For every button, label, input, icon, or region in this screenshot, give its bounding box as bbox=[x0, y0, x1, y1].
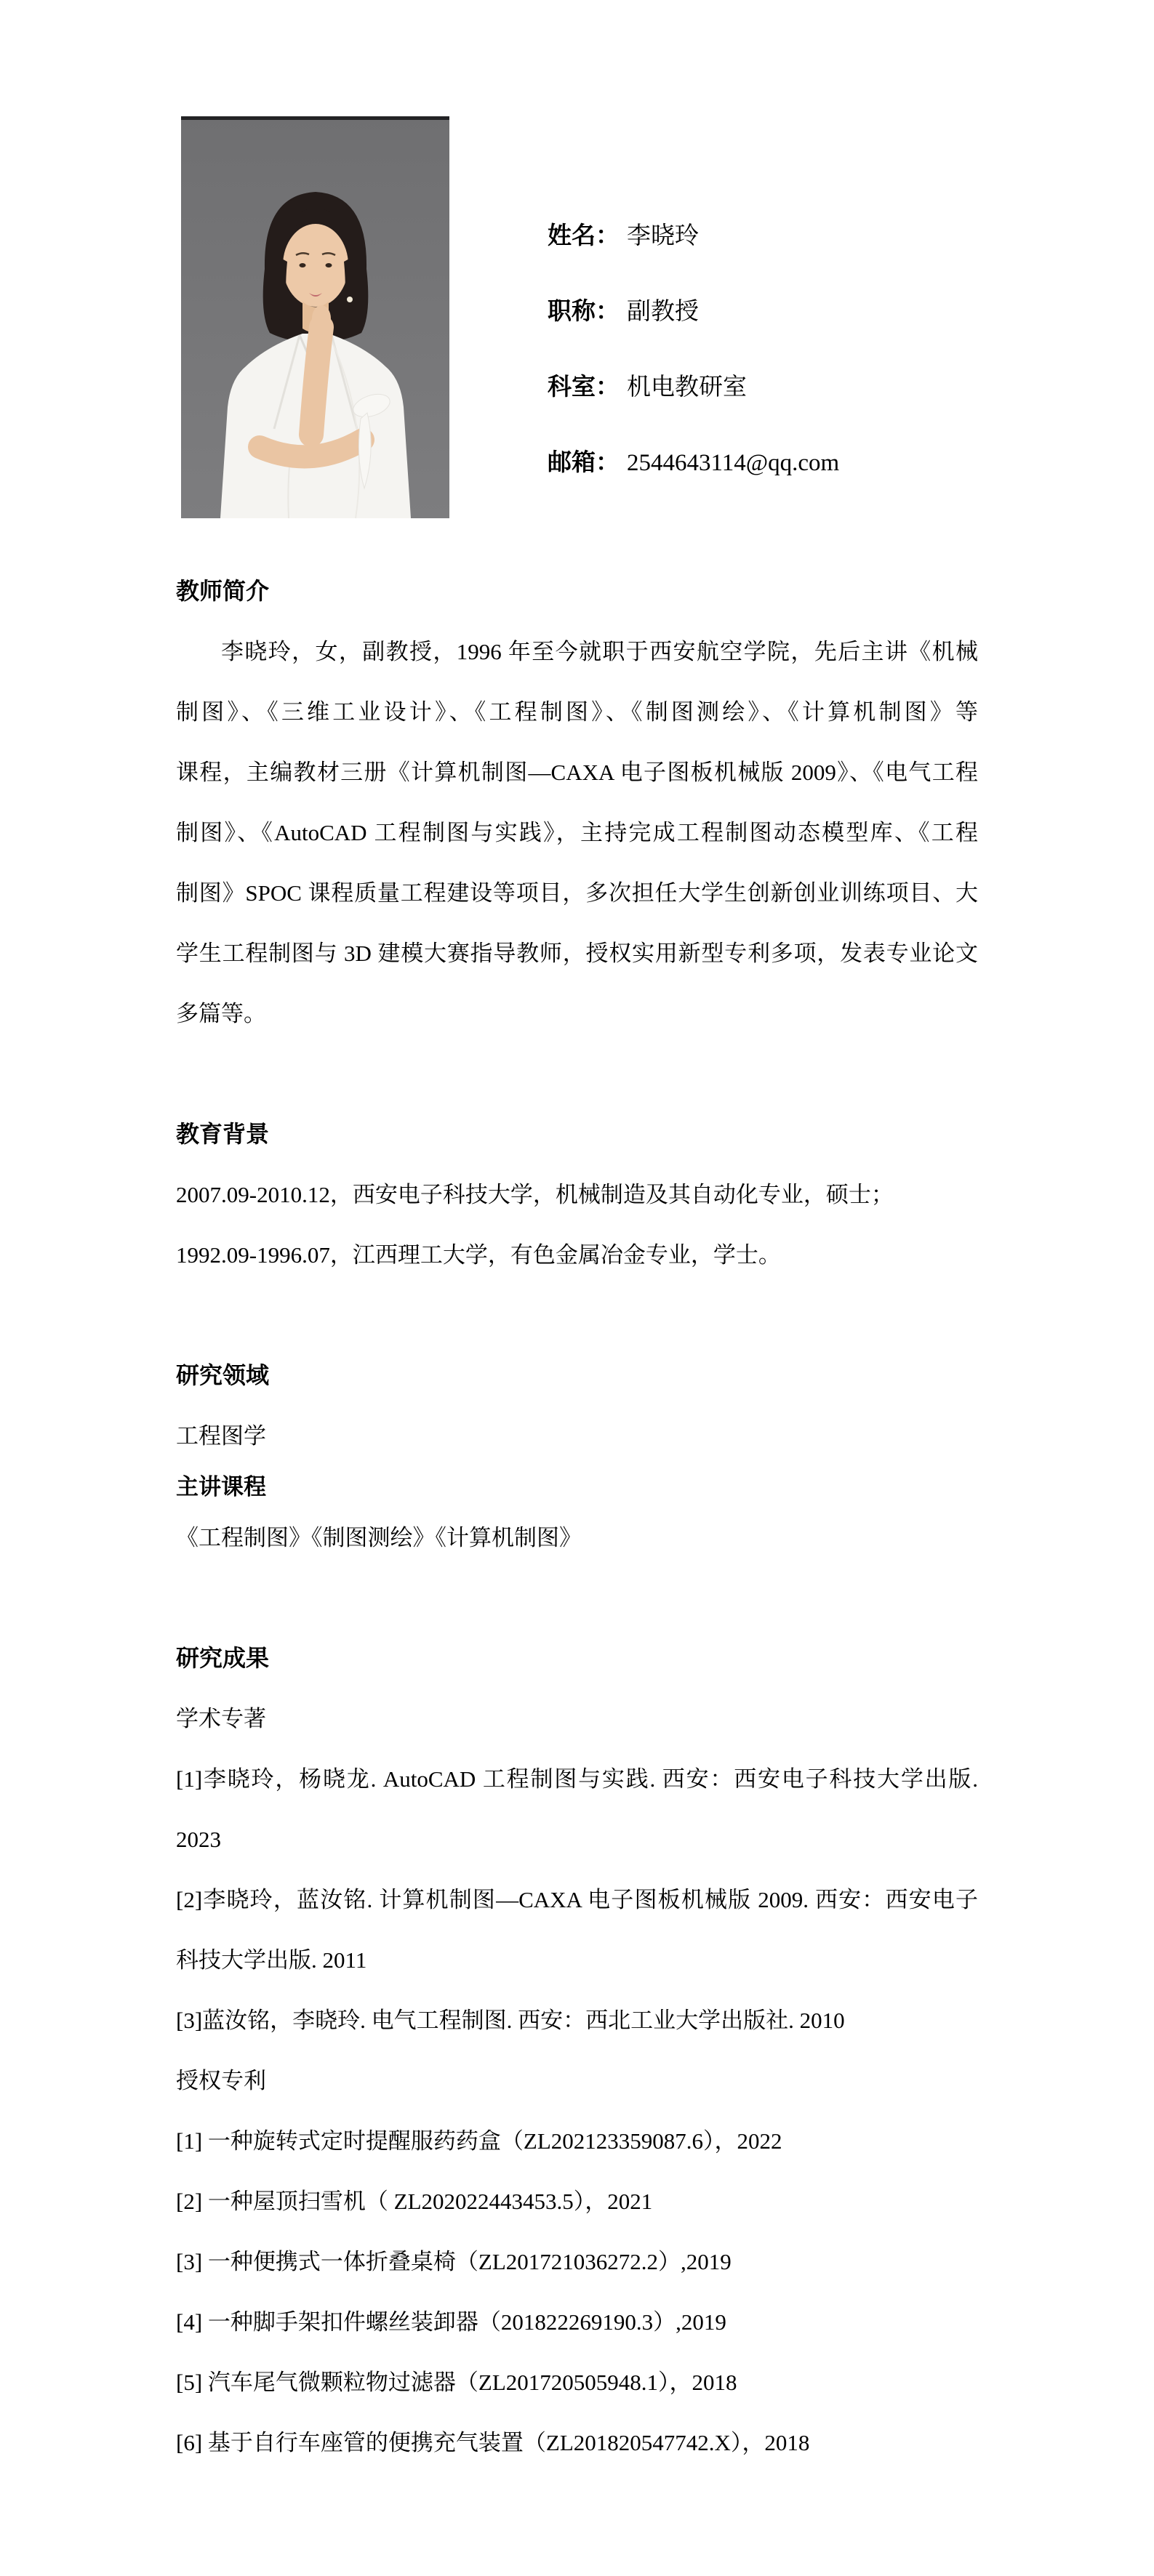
text-line: 制图》、《三维工业设计》、《工程制图》、《制图测绘》、《计算机制图》等 bbox=[176, 699, 978, 725]
text-line: 课程，主编教材三册《计算机制图—CAXA 电子图板机械版 2009》、《电气工程 bbox=[176, 760, 978, 785]
photo-top-edge bbox=[181, 116, 449, 120]
text-line: [3] 一种便携式一体折叠桌椅（ZL201721036272.2）,2019 bbox=[176, 2249, 732, 2274]
photo-eye-left bbox=[300, 263, 306, 267]
text-line: 制图》、《AutoCAD 工程制图与实践》，主持完成工程制图动态模型库、《工程 bbox=[176, 820, 978, 845]
photo-hand bbox=[312, 305, 331, 331]
text-line: [4] 一种脚手架扣件螺丝装卸器（201822269190.3）,2019 bbox=[176, 2309, 726, 2335]
photo-forearm bbox=[311, 327, 321, 435]
text-line: 2023 bbox=[176, 1827, 221, 1852]
section-research-areas bbox=[176, 1345, 978, 1568]
text-line: [6] 基于自行车座管的便携充气装置（ZL201820547742.X），2018 bbox=[176, 2430, 810, 2455]
text-line: 授权专利 bbox=[176, 2068, 266, 2093]
section-heading: 教师简介 bbox=[176, 578, 270, 604]
text-line: [1]李晓玲，杨晓龙. AutoCAD 工程制图与实践. 西安：西安电子科技大学出版. bbox=[176, 1766, 978, 1792]
document-body bbox=[176, 561, 978, 2473]
profile-photo bbox=[181, 116, 449, 518]
text-line: [2]李晓玲，蓝汝铭. 计算机制图—CAXA 电子图板机械版 2009. 西安：西安电子 bbox=[176, 1887, 978, 1912]
info-row bbox=[548, 350, 839, 425]
text-line: 2007.09-2010.12，西安电子科技大学，机械制造及其自动化专业，硕士； bbox=[176, 1182, 894, 1207]
text-line: 主讲课程 bbox=[176, 1474, 266, 1500]
profile-info bbox=[548, 198, 839, 501]
info-value: 副教授 bbox=[627, 299, 699, 325]
text-line: 李晓玲，女，副教授，1996 年至今就职于西安航空学院，先后主讲《机械 bbox=[221, 639, 978, 664]
text-line: 制图》SPOC 课程质量工程建设等项目，多次担任大学生创新创业训练项目、大 bbox=[176, 880, 978, 906]
text-line: [3]蓝汝铭，李晓玲. 电气工程制图. 西安：西北工业大学出版社. 2010 bbox=[176, 2008, 845, 2033]
text-line: 《工程制图》《制图测绘》《计算机制图》 bbox=[176, 1525, 582, 1550]
info-label: 职称： bbox=[548, 299, 620, 325]
info-label: 科室： bbox=[548, 374, 620, 401]
section-education bbox=[176, 1104, 978, 1285]
info-row bbox=[548, 198, 839, 274]
text-line: [5] 汽车尾气微颗粒物过滤器（ZL201720505948.1），2018 bbox=[176, 2370, 737, 2395]
profile-photo-svg bbox=[181, 116, 449, 518]
text-line: 学术专著 bbox=[176, 1706, 266, 1731]
info-value: 机电教研室 bbox=[627, 374, 747, 401]
section-heading: 研究领域 bbox=[176, 1362, 270, 1388]
section-research-results bbox=[176, 1628, 978, 2473]
photo-eye-right bbox=[326, 263, 332, 267]
text-line: 科技大学出版. 2011 bbox=[176, 1947, 367, 1973]
text-line: [1] 一种旋转式定时提醒服药药盒（ZL202123359087.6），2022 bbox=[176, 2128, 782, 2154]
section-lines bbox=[176, 1164, 978, 1285]
info-value: 李晓玲 bbox=[627, 223, 699, 249]
photo-earring bbox=[347, 297, 353, 302]
info-label: 邮箱： bbox=[548, 450, 620, 476]
section-heading: 教育背景 bbox=[176, 1121, 270, 1147]
text-line: 1992.09-1996.07，江西理工大学，有色金属冶金专业，学士。 bbox=[176, 1242, 781, 1268]
text-line: [2] 一种屋顶扫雪机（ ZL202022443453.5），2021 bbox=[176, 2189, 653, 2214]
text-line: 学生工程制图与 3D 建模大赛指导教师，授权实用新型专利多项，发表专业论文 bbox=[176, 941, 978, 966]
text-line: 多篇等。 bbox=[176, 1001, 266, 1026]
section-lines bbox=[176, 1689, 978, 2473]
info-row bbox=[548, 425, 839, 501]
section-teacher-intro bbox=[176, 561, 978, 1044]
section-heading: 研究成果 bbox=[176, 1645, 270, 1671]
info-row bbox=[548, 274, 839, 350]
section-lines bbox=[176, 621, 978, 1044]
info-label: 姓名： bbox=[548, 223, 620, 249]
text-line: 工程图学 bbox=[176, 1423, 266, 1449]
photo-face bbox=[283, 224, 348, 307]
info-value: 2544643114@qq.com bbox=[627, 450, 840, 476]
section-lines bbox=[176, 1406, 978, 1568]
